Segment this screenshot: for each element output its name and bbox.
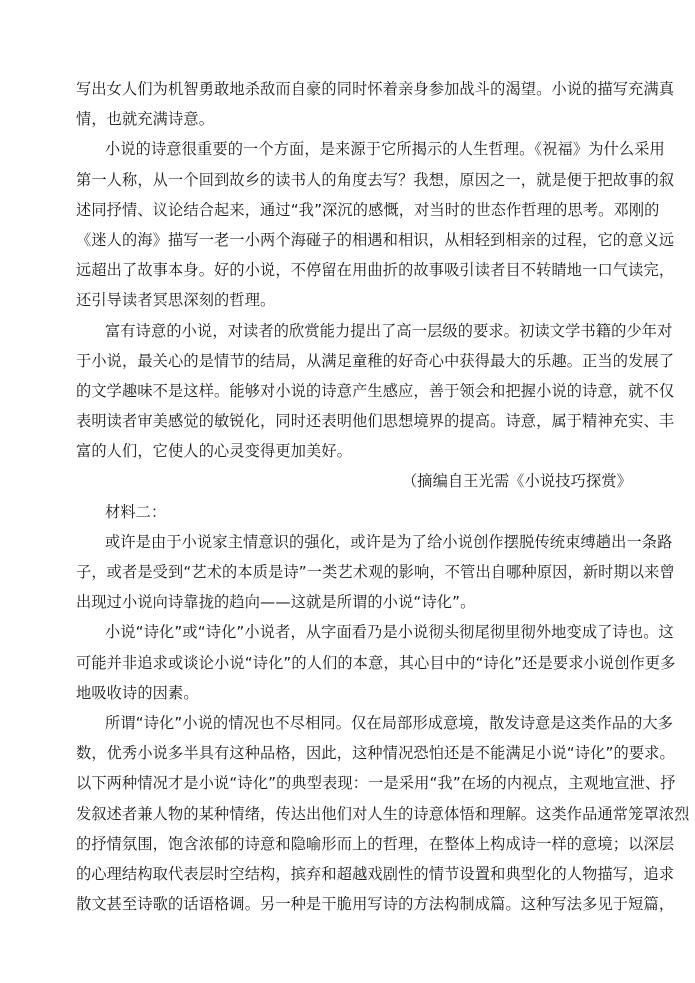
text-line: 以下两种情况才是小说“诗化”的典型表现：一是采用“我”在场的内视点，主观地宣泄、抒: [76, 774, 676, 793]
paragraph-start: 或许是由于小说家主情意识的强化，或许是为了给小说创作摆脱传统束缚趟出一条路: [105, 532, 673, 551]
text-line: 于小说，最关心的是情节的结局，从满足童稚的好奇心中获得最大的乐趣。正当的发展了: [76, 351, 675, 370]
text-line: 子，或者是受到“艺术的本质是诗”一类艺术观的影响，不管出自哪种原因，新时期以来曾: [76, 563, 675, 581]
source-citation: （摘编自王光需《小说技巧探赏》: [401, 472, 632, 491]
section-heading: 材料二：: [105, 502, 167, 521]
text-line: 还引导读者冥思深刻的哲理。: [76, 291, 276, 310]
document-body: [76, 74, 690, 919]
text-line: 可能并非追求或谈论小说“诗化”的人们的本意，其心目中的“诗化”还是要求小说创作更多: [76, 653, 676, 672]
text-line: 出现过小说向诗靠拢的趋向——这就是所谓的小说“诗化”。: [76, 593, 476, 612]
paragraph-start: 小说“诗化”或“诗化”小说者，从字面看乃是小说彻头彻尾彻里彻外地变成了诗也。这: [105, 623, 674, 642]
paragraph-start: 所谓“诗化”小说的情况也不尽相同。仅在局部形成意境，散发诗意是这类作品的大多: [105, 713, 674, 732]
text-line: 的抒情氛围，饱含浓郁的诗意和隐喻形而上的哲理，在整体上构成诗一样的意境；以深层: [76, 834, 675, 853]
paragraph-start: 小说的诗意很重要的一个方面，是来源于它所揭示的人生哲理。《祝福》为什么采用: [105, 140, 665, 159]
text-line: 的文学趣味不是这样。能够对小说的诗意产生感应，善于领会和把握小说的诗意，就不仅: [76, 381, 675, 400]
text-line: 地吸收诗的因素。: [76, 683, 199, 702]
text-line: 《迷人的海》描写一老一小两个海碰子的相遇和相识，从相轻到相亲的过程，它的意义远: [76, 230, 675, 249]
text-line: 第一人称，从一个回到故乡的读书人的角度去写？我想，原因之一，就是便于把故事的叙: [76, 170, 675, 189]
paragraph-start: 富有诗意的小说，对读者的欣赏能力提出了高一层级的要求。初读文学书籍的少年对: [105, 321, 673, 340]
text-line: 表明读者审美感觉的敏锐化，同时还表明他们思想境界的提高。诗意，属于精神充实、丰: [76, 412, 675, 431]
text-line: 述同抒情、议论结合起来，通过“我”深沉的感慨，对当时的世态作哲理的思考。邓刚的: [76, 200, 660, 219]
text-line: 富的人们，它使人的心灵变得更加美好。: [76, 442, 353, 461]
text-line: 的心理结构取代表层时空结构，摈弃和超越戏剧性的情节设置和典型化的人物描写，追求: [76, 864, 675, 883]
text-line: 情，也就充满诗意。: [76, 110, 215, 129]
text-line: 发叙述者兼人物的某种情绪，传达出他们对人生的诗意体悟和理解。这类作品通常笼罩浓烈: [76, 804, 690, 823]
text-line: 远超出了故事本身。好的小说，不停留在用曲折的故事吸引读者目不转睛地一口气读完，: [76, 261, 675, 280]
text-line: 写出女人们为机智勇敢地杀敌而自豪的同时怀着亲身参加战斗的渴望。小说的描写充满真: [76, 80, 675, 98]
text-line: 散文甚至诗歌的话语格调。另一种是干脆用写诗的方法构制成篇。这种写法多见于短篇，: [76, 895, 675, 914]
text-line: 数，优秀小说多半具有这种品格，因此，这种情况恐怕还是不能满足小说“诗化”的要求。: [76, 744, 675, 763]
